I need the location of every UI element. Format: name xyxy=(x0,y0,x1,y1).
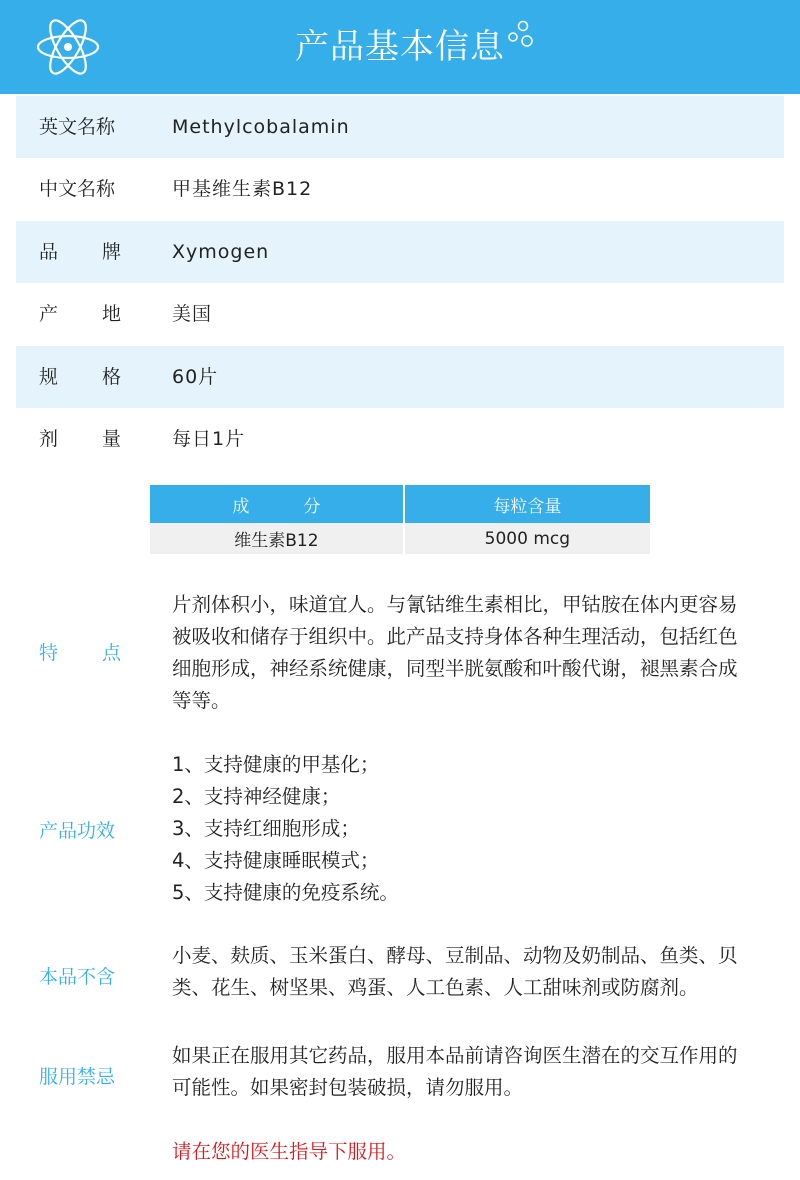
ingredient-header xyxy=(150,485,404,523)
info-label xyxy=(39,221,121,283)
info-label-char: 量 xyxy=(101,428,121,450)
excludes-text: 小麦、麸质、玉米蛋白、酵母、豆制品、动物及奶制品、鱼类、贝类、花生、树坚果、鸡蛋、人工色素、人工甜味剂或防腐剂。 xyxy=(172,944,738,999)
info-label-char: 产 xyxy=(39,303,59,325)
bubbles-icon xyxy=(505,20,535,50)
ingredient-header-char: 分 xyxy=(303,496,321,517)
features-label-char: 特 xyxy=(39,642,59,664)
info-label-char: 地 xyxy=(101,303,121,325)
ingredients-table xyxy=(150,485,650,554)
info-label xyxy=(39,346,121,408)
info-row-chinese-name xyxy=(16,158,784,220)
ingredient-amount: 5000 mcg xyxy=(404,523,650,554)
info-value: 60片 xyxy=(172,366,219,388)
contraindications-label: 服用禁忌 xyxy=(39,1066,116,1088)
list-item: 3、支持红细胞形成； xyxy=(172,817,360,840)
page-title: 产品基本信息 xyxy=(295,27,505,67)
list-item: 4、支持健康睡眠模式； xyxy=(172,849,380,872)
info-value: 每日1片 xyxy=(172,428,246,450)
info-row-origin xyxy=(16,283,784,345)
ingredient-name: 维生素B12 xyxy=(150,523,404,554)
list-item: 2、支持神经健康； xyxy=(172,785,341,808)
benefits-label: 产品功效 xyxy=(39,820,116,842)
info-label-char: 规 xyxy=(39,366,59,388)
list-item: 5、支持健康的免疫系统。 xyxy=(172,881,399,904)
info-label xyxy=(39,408,121,470)
info-label-char: 品 xyxy=(39,241,59,263)
contraindications-text: 如果正在服用其它药品，服用本品前请咨询医生潜在的交互作用的可能性。如果密封包装破损，请勿服用。 xyxy=(172,1044,738,1099)
info-label xyxy=(39,283,121,345)
features-label xyxy=(39,638,121,665)
info-label-char: 格 xyxy=(101,366,121,388)
benefits-list xyxy=(172,749,752,909)
list-item: 1、支持健康的甲基化； xyxy=(172,753,380,776)
info-row-spec xyxy=(16,346,784,408)
amount-header: 每粒含量 xyxy=(404,485,650,523)
excludes-label: 本品不含 xyxy=(39,966,116,988)
info-label: 英文名称 xyxy=(39,116,116,138)
header-banner xyxy=(0,0,800,94)
features-label-char: 点 xyxy=(101,642,121,664)
doctor-warning: 请在您的医生指导下服用。 xyxy=(172,1140,407,1163)
info-label-char: 剂 xyxy=(39,428,59,450)
ingredients-header-row xyxy=(150,485,650,523)
info-label-char: 牌 xyxy=(101,241,121,263)
info-row-dosage xyxy=(16,408,784,470)
info-label: 中文名称 xyxy=(39,178,116,200)
info-value: 甲基维生素B12 xyxy=(172,178,313,200)
info-value: Methylcobalamin xyxy=(172,116,350,138)
info-value: 美国 xyxy=(172,303,213,325)
table-row xyxy=(150,523,650,554)
ingredient-header-char: 成 xyxy=(232,496,250,517)
features-text: 片剂体积小，味道宜人。与氰钴维生素相比，甲钴胺在体内更容易被吸收和储存于组织中。此产品支持身体各种生理活动，包括红色细胞形成，神经系统健康，同型半胱氨酸和叶酸代谢，褪黑素合成等等。 xyxy=(172,593,738,712)
info-value: Xymogen xyxy=(172,241,270,263)
info-row-english-name xyxy=(16,96,784,158)
info-row-brand xyxy=(16,221,784,283)
